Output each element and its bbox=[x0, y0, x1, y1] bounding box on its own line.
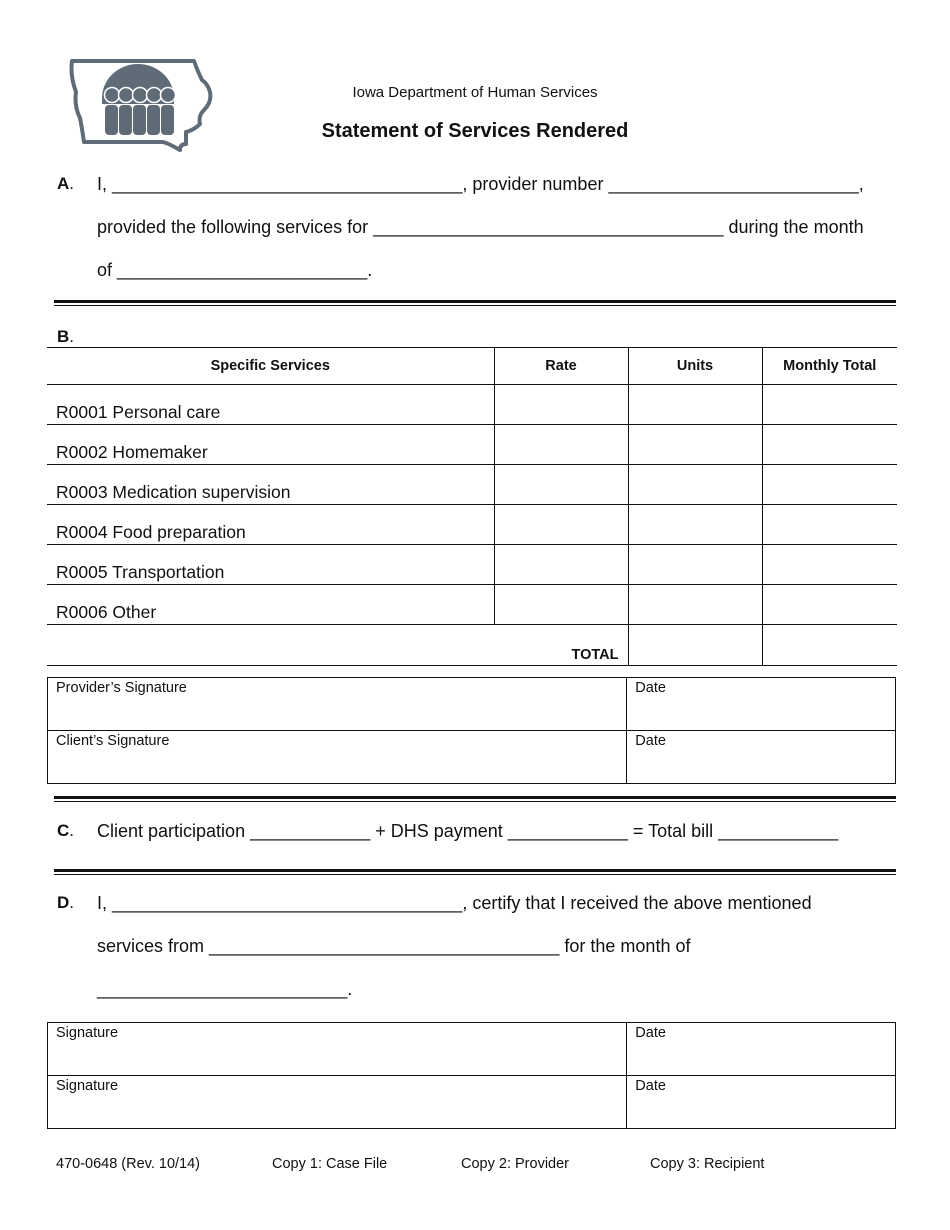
provider-client-signature-box bbox=[47, 677, 896, 784]
service-label: R0005 Transportation bbox=[47, 545, 494, 585]
signature-field[interactable]: Signature bbox=[48, 1076, 627, 1129]
table-row bbox=[47, 385, 897, 425]
service-label: R0006 Other bbox=[47, 585, 494, 625]
table-header-row bbox=[47, 348, 897, 385]
date-field[interactable]: Date bbox=[627, 1076, 896, 1129]
service-label: R0001 Personal care bbox=[47, 385, 494, 425]
section-d-letter: D. bbox=[57, 893, 75, 912]
copy-recipient: Copy 3: Recipient bbox=[650, 1156, 765, 1172]
table-row bbox=[47, 545, 897, 585]
section-d-line3[interactable]: _________________________. bbox=[97, 979, 353, 999]
rate-cell[interactable] bbox=[494, 465, 628, 505]
units-cell[interactable] bbox=[628, 585, 762, 625]
table-row bbox=[47, 505, 897, 545]
client-signature-field[interactable]: Client’s Signature bbox=[48, 731, 627, 784]
rate-cell[interactable] bbox=[494, 585, 628, 625]
agency-name: Iowa Department of Human Services bbox=[352, 84, 598, 101]
section-divider bbox=[54, 300, 896, 306]
total-amount-cell[interactable] bbox=[762, 625, 897, 666]
units-cell[interactable] bbox=[628, 465, 762, 505]
units-cell[interactable] bbox=[628, 385, 762, 425]
section-divider bbox=[54, 869, 896, 875]
section-d-line1[interactable]: I, ___________________________________, certify that I received the above mentioned bbox=[97, 893, 812, 913]
units-cell[interactable] bbox=[628, 545, 762, 585]
units-cell[interactable] bbox=[628, 425, 762, 465]
col-header-rate: Rate bbox=[494, 348, 628, 385]
total-units-cell[interactable] bbox=[628, 625, 762, 666]
monthly-total-cell[interactable] bbox=[762, 465, 897, 505]
table-row bbox=[47, 425, 897, 465]
form-title: Statement of Services Rendered bbox=[321, 120, 629, 142]
table-row bbox=[47, 585, 897, 625]
services-table bbox=[47, 347, 897, 666]
monthly-total-cell[interactable] bbox=[762, 505, 897, 545]
section-a-line2[interactable]: provided the following services for ___________________________________ during the month bbox=[97, 217, 864, 237]
total-row bbox=[47, 625, 897, 666]
section-a-line3[interactable]: of _________________________. bbox=[97, 260, 373, 280]
section-c-billing-line[interactable]: Client participation ____________ + DHS payment ____________ = Total bill ____________ bbox=[97, 821, 839, 841]
monthly-total-cell[interactable] bbox=[762, 385, 897, 425]
col-header-monthly-total: Monthly Total bbox=[762, 348, 897, 385]
signature-field[interactable]: Signature bbox=[48, 1023, 627, 1076]
copy-provider: Copy 2: Provider bbox=[461, 1156, 569, 1172]
col-header-services: Specific Services bbox=[47, 348, 494, 385]
section-d-line2[interactable]: services from ___________________________________ for the month of bbox=[97, 936, 691, 956]
section-divider bbox=[54, 796, 896, 802]
provider-signature-field[interactable]: Provider’s Signature bbox=[48, 678, 627, 731]
rate-cell[interactable] bbox=[494, 545, 628, 585]
section-a-letter: A. bbox=[57, 174, 75, 193]
form-number: 470-0648 (Rev. 10/14) bbox=[56, 1156, 201, 1172]
monthly-total-cell[interactable] bbox=[762, 425, 897, 465]
section-c-letter: C. bbox=[57, 821, 75, 840]
service-label: R0003 Medication supervision bbox=[47, 465, 494, 505]
service-label: R0004 Food preparation bbox=[47, 505, 494, 545]
date-field[interactable]: Date bbox=[627, 1023, 896, 1076]
service-label: R0002 Homemaker bbox=[47, 425, 494, 465]
client-date-field[interactable]: Date bbox=[627, 731, 896, 784]
monthly-total-cell[interactable] bbox=[762, 585, 897, 625]
section-a-line1[interactable]: I, ___________________________________, provider number _________________________, bbox=[97, 174, 864, 194]
section-b-letter: B. bbox=[57, 327, 75, 346]
monthly-total-cell[interactable] bbox=[762, 545, 897, 585]
rate-cell[interactable] bbox=[494, 505, 628, 545]
copy-case-file: Copy 1: Case File bbox=[272, 1156, 388, 1172]
rate-cell[interactable] bbox=[494, 425, 628, 465]
total-label: TOTAL bbox=[47, 625, 628, 666]
rate-cell[interactable] bbox=[494, 385, 628, 425]
table-row bbox=[47, 465, 897, 505]
recipient-signature-box bbox=[47, 1022, 896, 1129]
provider-date-field[interactable]: Date bbox=[627, 678, 896, 731]
units-cell[interactable] bbox=[628, 505, 762, 545]
col-header-units: Units bbox=[628, 348, 762, 385]
